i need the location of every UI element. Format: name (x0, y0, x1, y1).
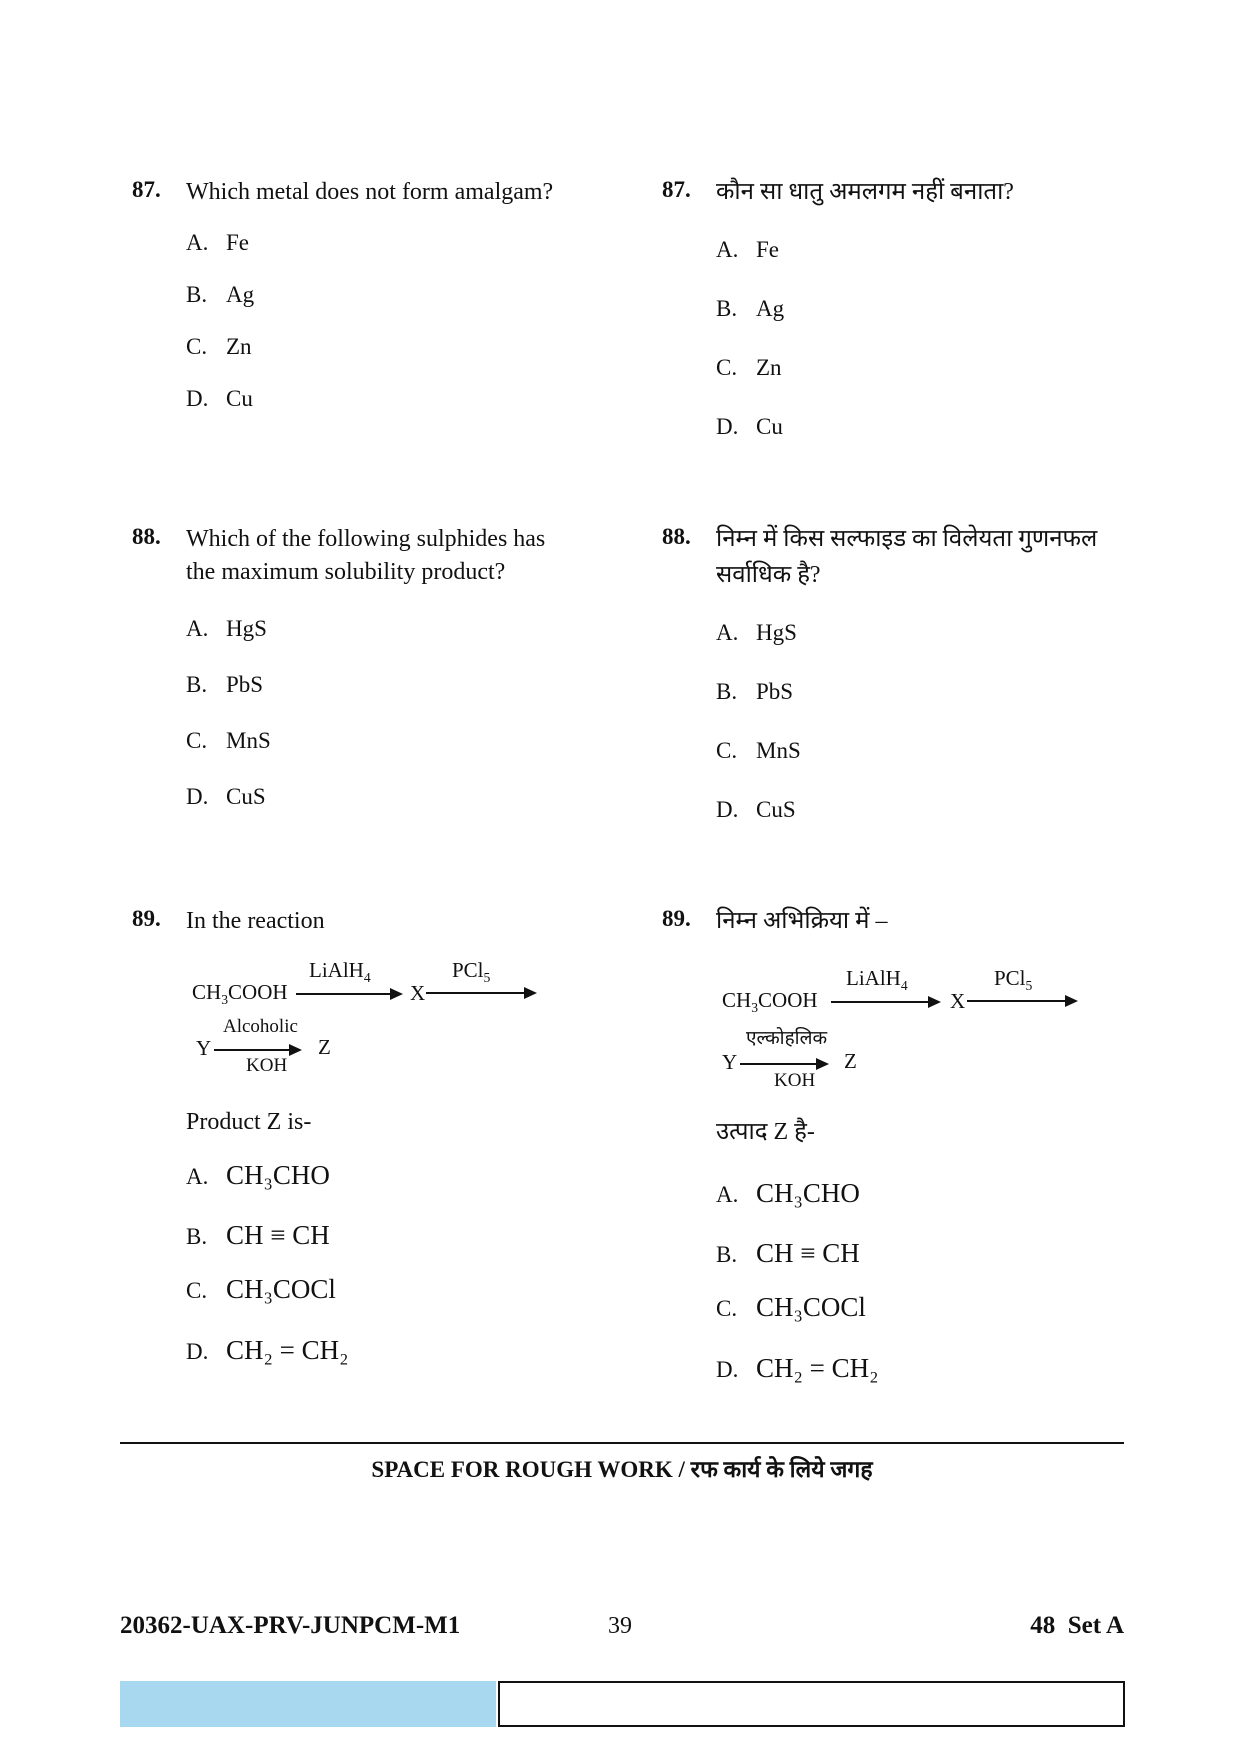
option-text: CH₃COCl (756, 1292, 866, 1322)
reaction-scheme-hi (716, 958, 1086, 1091)
q88-option-c-en[interactable] (186, 728, 271, 754)
option-label: D. (716, 797, 739, 822)
option-label: D. (716, 1357, 739, 1382)
product-z: Z (844, 1049, 857, 1073)
q88-text-en-line1: Which of the following sulphides has (186, 526, 546, 552)
q87-text-hi: कौन सा धातु अमलगम नहीं बनाता? (716, 179, 1014, 205)
option-text: CH₃COCl (226, 1274, 336, 1304)
q88-option-d-hi[interactable] (716, 797, 796, 823)
intermediate-x: X (410, 981, 426, 1005)
option-text: PbS (226, 672, 264, 697)
option-text: CH₂ = CH₂ (226, 1335, 349, 1365)
product-z: Z (318, 1035, 331, 1059)
option-text: MnS (226, 728, 271, 753)
reaction-arrow-1 (831, 1001, 930, 1003)
arrow-head-icon (289, 1044, 302, 1056)
option-text: CuS (226, 784, 266, 809)
option-text: CH₃CHO (226, 1160, 330, 1190)
reaction-arrow-3 (214, 1049, 291, 1051)
q89-option-d-en[interactable] (186, 1335, 349, 1366)
q88-text-en-line2: the maximum solubility product? (186, 559, 506, 585)
intermediate-y: Y (196, 1036, 212, 1060)
option-text: CH ≡ CH (756, 1238, 860, 1268)
reagent-pcl5: PCl$_5$ (452, 958, 491, 985)
option-label: A. (716, 237, 739, 262)
option-text: Fe (756, 237, 779, 262)
option-label: C. (716, 355, 738, 380)
arrow-head-icon (816, 1058, 829, 1070)
q87-option-b-hi[interactable] (716, 296, 784, 322)
q89-option-a-en[interactable] (186, 1160, 330, 1191)
arrow-head-icon (928, 996, 941, 1008)
reagent-pcl5: PCl$_5$ (994, 966, 1033, 993)
q89-option-d-hi[interactable] (716, 1353, 879, 1384)
q88-option-a-en[interactable] (186, 616, 267, 642)
option-label: B. (716, 1242, 738, 1267)
option-text: PbS (756, 679, 794, 704)
q89-option-b-en[interactable] (186, 1220, 330, 1251)
option-text: CH ≡ CH (226, 1220, 330, 1250)
option-label: D. (186, 784, 209, 809)
option-text: Zn (226, 334, 252, 359)
q88-text-hi-line1: निम्न में किस सल्फाइड का विलेयता गुणनफल (716, 526, 1098, 552)
q87-option-b-en[interactable] (186, 282, 254, 308)
q87-option-c-hi[interactable] (716, 355, 782, 381)
option-text: MnS (756, 738, 801, 763)
reagent-koh: KOH (246, 1055, 288, 1076)
option-label: A. (716, 1182, 739, 1207)
q89-text-en: In the reaction (186, 908, 325, 934)
footer-answer-box (498, 1681, 1125, 1727)
option-label: B. (716, 679, 738, 704)
reaction-arrow-1 (296, 993, 393, 995)
arrow-head-icon (390, 988, 403, 1000)
option-label: D. (716, 414, 739, 439)
intermediate-x: X (950, 989, 966, 1013)
paper-code: 20362-UAX-PRV-JUNPCM-M1 (120, 1612, 461, 1639)
reactant-ch3cooh: $CH_3COOH$ (722, 988, 818, 1015)
q88-option-c-hi[interactable] (716, 738, 801, 764)
page-number: 39 (608, 1613, 632, 1639)
option-text: Ag (226, 282, 255, 307)
option-label: B. (716, 296, 738, 321)
reagent-koh: KOH (774, 1070, 816, 1091)
q89-number-en: 89. (132, 906, 161, 931)
q88-option-b-en[interactable] (186, 672, 263, 698)
q89-option-c-en[interactable] (186, 1274, 336, 1305)
q89-option-a-hi[interactable] (716, 1178, 860, 1209)
reagent-alcoholic-hi: एल्कोहलिक (746, 1028, 828, 1049)
reagent-lialh4: LiAlH$_4$ (309, 958, 371, 985)
option-text: CH₃CHO (756, 1178, 860, 1208)
reaction-scheme-en (186, 950, 546, 1076)
option-label: B. (186, 282, 208, 307)
option-label: A. (186, 1164, 209, 1189)
option-text: CuS (756, 797, 796, 822)
option-label: A. (186, 616, 209, 641)
q87-text-en: Which metal does not form amalgam? (186, 179, 554, 205)
q88-number-hi: 88. (662, 524, 691, 549)
rough-work-heading: SPACE FOR ROUGH WORK / रफ कार्य के लिये जगह (371, 1457, 873, 1482)
q87-number-hi: 87. (662, 177, 691, 202)
option-label: A. (716, 620, 739, 645)
q87-option-d-en[interactable] (186, 386, 253, 412)
q88-option-a-hi[interactable] (716, 620, 797, 646)
option-text: CH₂ = CH₂ (756, 1353, 879, 1383)
option-text: Ag (756, 296, 785, 321)
option-text: Cu (756, 414, 783, 439)
option-label: D. (186, 386, 209, 411)
q89-text-hi: निम्न अभिक्रिया में – (716, 908, 888, 934)
option-label: D. (186, 1339, 209, 1364)
q87-option-c-en[interactable] (186, 334, 252, 360)
q88-option-d-en[interactable] (186, 784, 266, 810)
reagent-lialh4: LiAlH$_4$ (846, 966, 908, 993)
arrow-head-icon (524, 987, 537, 999)
arrow-head-icon (1065, 995, 1078, 1007)
reagent-alcoholic: Alcoholic (223, 1016, 298, 1037)
q89-number-hi: 89. (662, 906, 691, 931)
q89-option-b-hi[interactable] (716, 1238, 860, 1269)
option-text: Fe (226, 230, 249, 255)
intermediate-y: Y (722, 1050, 738, 1074)
option-label: B. (186, 672, 208, 697)
footer-color-bar (120, 1681, 496, 1727)
q87-number-en: 87. (132, 177, 161, 202)
option-label: A. (186, 230, 209, 255)
q88-option-b-hi[interactable] (716, 679, 793, 705)
set-label: 48 Set A (1030, 1612, 1124, 1639)
q88-text-hi-line2: सर्वाधिक है? (716, 562, 821, 588)
q89-option-c-hi[interactable] (716, 1292, 866, 1323)
option-label: B. (186, 1224, 208, 1249)
option-text: Zn (756, 355, 782, 380)
option-text: HgS (226, 616, 267, 641)
reactant-ch3cooh: $CH_3COOH$ (192, 980, 288, 1007)
q87-option-a-en[interactable] (186, 230, 249, 256)
option-text: HgS (756, 620, 797, 645)
q89-prompt-en: Product Z is- (186, 1109, 312, 1135)
option-label: C. (716, 1296, 738, 1321)
q89-prompt-hi: उत्पाद Z है- (716, 1119, 815, 1145)
option-text: Cu (226, 386, 253, 411)
reaction-arrow-3 (740, 1063, 819, 1065)
q87-option-a-hi[interactable] (716, 237, 779, 263)
option-label: C. (186, 728, 208, 753)
option-label: C. (716, 738, 738, 763)
option-label: C. (186, 334, 208, 359)
reaction-arrow-2 (426, 992, 526, 994)
reaction-arrow-2 (967, 1000, 1067, 1002)
option-label: C. (186, 1278, 208, 1303)
q88-number-en: 88. (132, 524, 161, 549)
rough-work-divider (120, 1442, 1124, 1444)
q87-option-d-hi[interactable] (716, 414, 783, 440)
